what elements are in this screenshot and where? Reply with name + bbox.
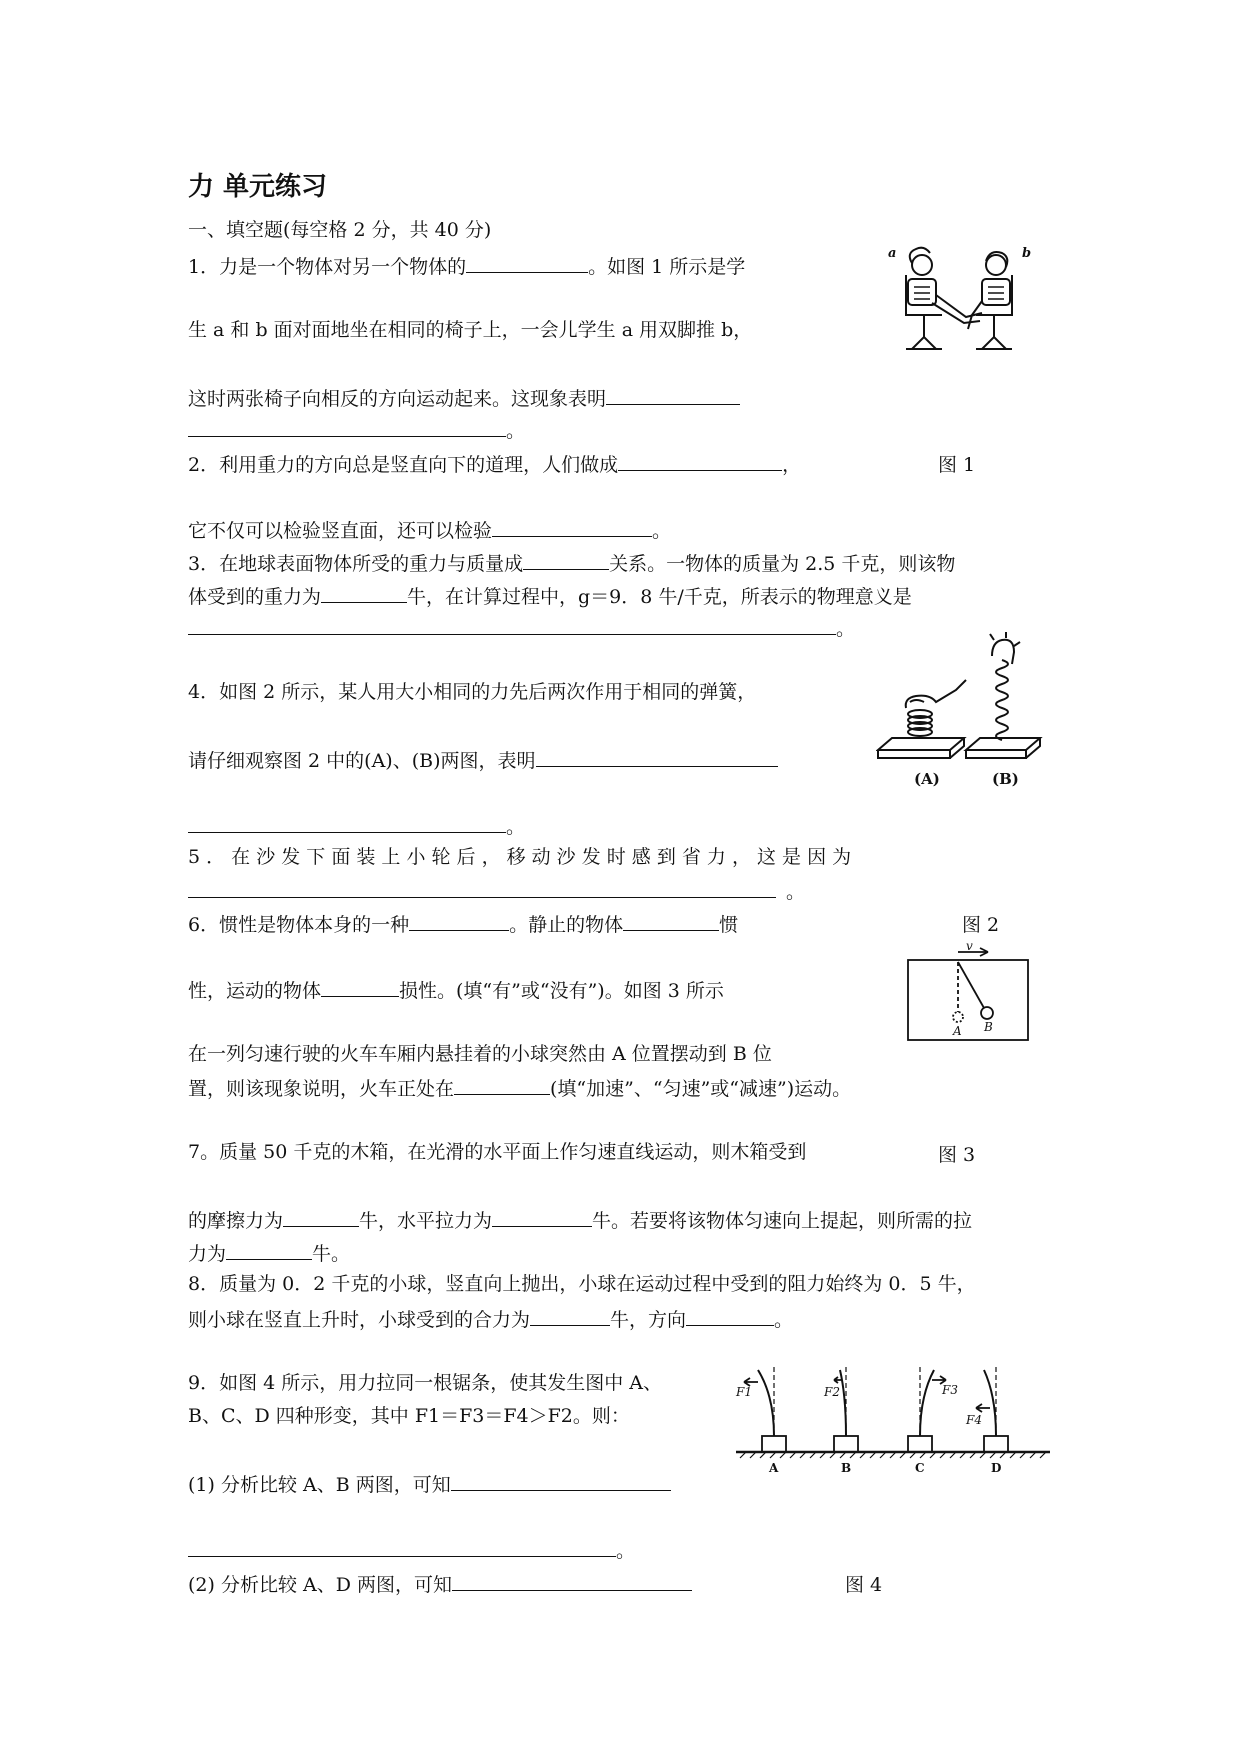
q6-line-2: 性，运动的物体 损性。(填“有”或“没有”)。如图 3 所示 (188, 976, 724, 1003)
q1-line-3: 这时两张椅子向相反的方向运动起来。这现象表明 (188, 384, 740, 411)
fig2-label-b: (B) (992, 770, 1019, 788)
q7-blank-3[interactable] (226, 1239, 312, 1260)
q4-line-1: 4．如图 2 所示，某人用大小相同的力先后两次作用于相同的弹簧， (188, 681, 757, 703)
q6-blank-4[interactable] (454, 1074, 550, 1095)
q1-blank-3[interactable] (188, 416, 506, 437)
q3-blank-2[interactable] (321, 582, 407, 603)
fig2-caption: 图 2 (962, 914, 1000, 936)
fig3-label-b: B (984, 1020, 993, 1034)
q9-blank-2[interactable] (188, 1536, 616, 1557)
q9-blank-3[interactable] (452, 1570, 692, 1591)
q3-blank-1[interactable] (523, 549, 609, 570)
fig2-label-a: (A) (914, 770, 940, 788)
fig3-label-a: A (953, 1024, 962, 1038)
q1-line-4: 。 (188, 416, 525, 443)
q6-line-4: 置，则该现象说明，火车正处在 (填“加速”、“匀速”或“减速”)运动。 (188, 1074, 851, 1101)
fig4-force-label-1: F1 (736, 1385, 752, 1399)
page-title: 力 单元练习 (188, 172, 328, 202)
q9-line-2: B、C、D 四种形变，其中 F1＝F3＝F4＞F2。则： (188, 1405, 630, 1427)
q6-line-3: 在一列匀速行驶的火车车厢内悬挂着的小球突然由 A 位置摆动到 B 位 (188, 1043, 772, 1065)
fig4-label-b: B (841, 1461, 852, 1474)
q4-blank-1[interactable] (536, 746, 778, 767)
q7-blank-1[interactable] (283, 1206, 359, 1227)
q1-line-1: 1．力是一个物体对另一个物体的 。如图 1 所示是学 (188, 252, 745, 279)
q8-line-1: 8．质量为 0．2 千克的小球，竖直向上抛出，小球在运动过程中受到的阻力始终为 0．5 牛， (188, 1273, 976, 1295)
q9-part-1: (1) 分析比较 A、B 两图，可知 (188, 1470, 671, 1497)
q5-line-1: 5 ． 在 沙 发 下 面 装 上 小 轮 后 ， 移 动 沙 发 时 感 到 省 力 ， 这 是 因 为 (188, 846, 852, 868)
q3-line-3: 。 (188, 614, 855, 641)
q4-line-3: 。 (188, 812, 525, 839)
q3-line-1: 3．在地球表面物体所受的重力与质量成 关系。一物体的质量为 2.5 千克，则该物 (188, 549, 955, 576)
fig4-force-label-4: F4 (966, 1413, 982, 1427)
fig2-springs (876, 632, 1046, 790)
fig3-velocity-label: v (966, 940, 973, 953)
q8-blank-1[interactable] (530, 1305, 610, 1326)
fig1-label-b: b (1022, 246, 1032, 261)
fig1-caption: 图 1 (938, 454, 976, 476)
q9-part-2: (2) 分析比较 A、D 两图，可知 (188, 1570, 692, 1597)
q2-blank-1[interactable] (618, 450, 782, 471)
q1-blank-2[interactable] (606, 384, 740, 405)
q4-line-2: 请仔细观察图 2 中的(A)、(B)两图，表明 (188, 746, 778, 773)
fig1-students-on-chairs (884, 245, 1034, 360)
q7-blank-2[interactable] (492, 1206, 592, 1227)
q7-line-1: 7。质量 50 千克的木箱，在光滑的水平面上作匀速直线运动，则木箱受到 (188, 1141, 807, 1163)
q1-line-2: 生 a 和 b 面对面地坐在相同的椅子上，一会儿学生 a 用双脚推 b， (188, 319, 753, 341)
fig3-caption: 图 3 (938, 1144, 976, 1166)
q8-blank-2[interactable] (686, 1305, 774, 1326)
q8-line-2: 则小球在竖直上升时，小球受到的合力为 牛，方向 。 (188, 1305, 793, 1332)
q7-line-2: 的摩擦力为 牛，水平拉力为 牛。若要将该物体匀速向上提起，则所需的拉 (188, 1206, 972, 1233)
q6-blank-1[interactable] (409, 910, 509, 931)
fig1-label-a: a (888, 246, 897, 261)
q2-line-1: 2．利用重力的方向总是竖直向下的道理，人们做成 ， (188, 450, 801, 477)
q6-blank-3[interactable] (321, 976, 399, 997)
q3-line-2: 体受到的重力为 牛，在计算过程中，g＝9．8 牛/千克，所表示的物理意义是 (188, 582, 912, 609)
q1-blank-1[interactable] (466, 252, 588, 273)
q9-line-1: 9．如图 4 所示，用力拉同一根锯条，使其发生图中 A、 (188, 1372, 663, 1394)
q2-line-2: 它不仅可以检验竖直面，还可以检验 。 (188, 516, 671, 543)
fig4-force-label-2: F2 (824, 1385, 840, 1399)
q2-blank-2[interactable] (492, 516, 652, 537)
fig4-saw-blades (734, 1358, 1052, 1474)
fig4-force-label-3: F3 (942, 1383, 958, 1397)
q6-line-1: 6．惯性是物体本身的一种 。静止的物体 惯 (188, 910, 738, 937)
fig4-label-d: D (991, 1461, 1002, 1474)
fig4-label-a: A (769, 1461, 779, 1474)
q3-blank-3[interactable] (188, 614, 836, 635)
q9-blank-1[interactable] (451, 1470, 671, 1491)
q7-line-3: 力为 牛。 (188, 1239, 350, 1266)
q5-blank-1[interactable] (188, 877, 776, 898)
fig3-train-pendulum (906, 940, 1032, 1044)
section-heading: 一、填空题(每空格 2 分，共 40 分) (188, 219, 492, 241)
q4-blank-2[interactable] (188, 812, 506, 833)
fig4-caption: 图 4 (845, 1574, 883, 1596)
q9-part-1-cont: 。 (188, 1536, 635, 1563)
q6-blank-2[interactable] (623, 910, 719, 931)
fig4-label-c: C (915, 1461, 925, 1474)
q5-line-2: 。 (188, 877, 805, 904)
